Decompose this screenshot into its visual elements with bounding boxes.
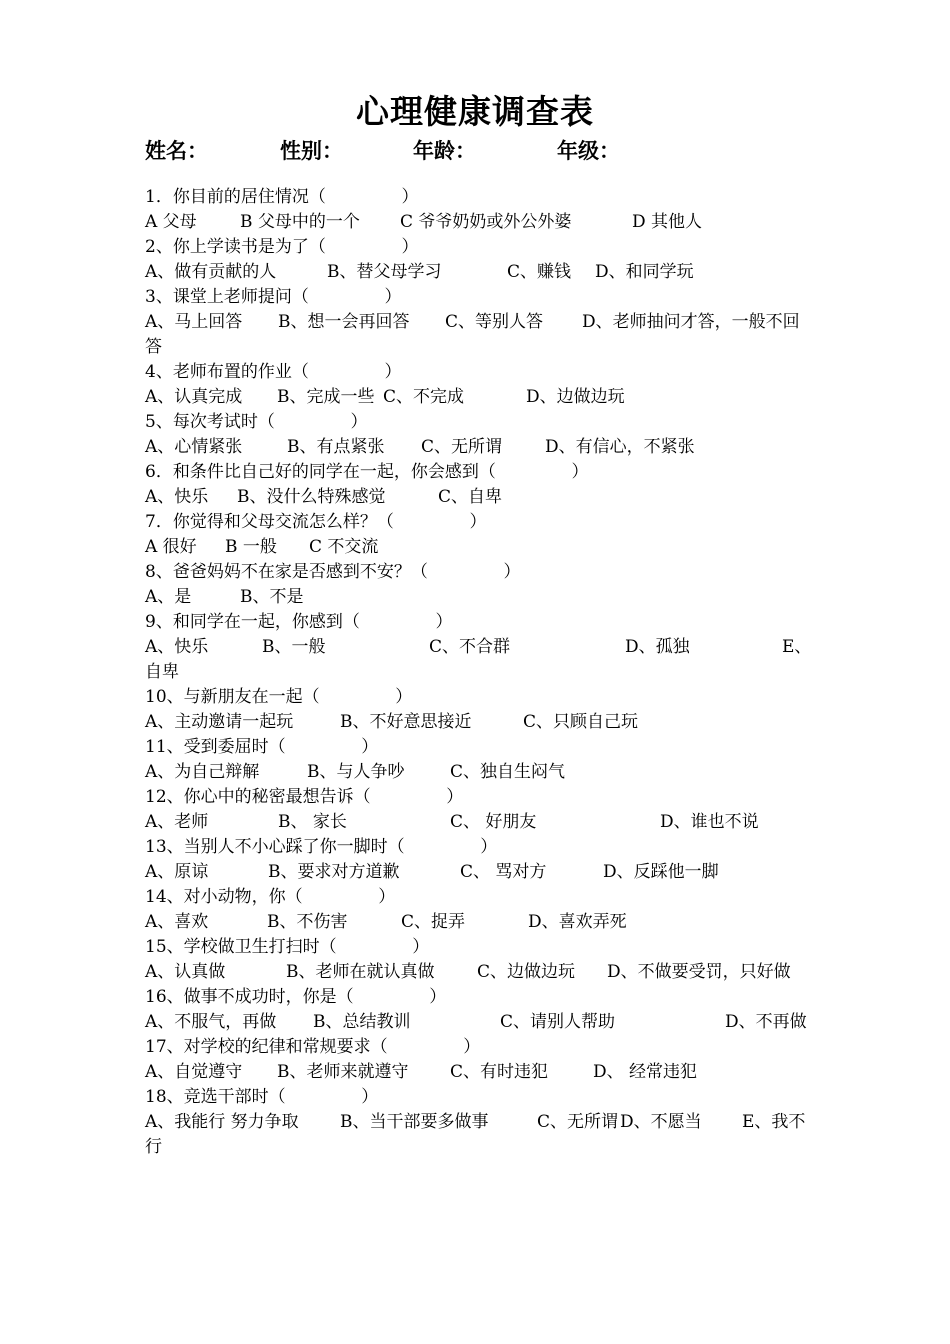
answer-option[interactable]: B、一般 [262, 637, 326, 657]
answer-option[interactable]: B、老师在就认真做 [286, 962, 435, 982]
answer-option[interactable]: C、无所谓 [537, 1112, 619, 1132]
answer-option[interactable]: A、心情紧张 [145, 437, 243, 457]
options-row [145, 260, 810, 285]
answer-option[interactable]: C、 好朋友 [450, 812, 537, 832]
options-row [145, 760, 810, 785]
options-row [145, 910, 810, 935]
answer-option[interactable]: C、自卑 [438, 487, 503, 507]
gender-label: 性别： [280, 138, 343, 163]
answer-option[interactable]: B、 家长 [278, 812, 347, 832]
answer-option[interactable]: B、不好意思接近 [340, 712, 472, 732]
answer-option[interactable]: E、 [782, 637, 812, 657]
question-text: 8、爸爸妈妈不在家是否感到不安？（ ） [145, 562, 521, 582]
question-text: 12、你心中的秘密最想告诉（ ） [145, 787, 464, 807]
options-row [145, 310, 810, 335]
answer-option[interactable]: E、我不 [742, 1112, 806, 1132]
options-row [145, 585, 810, 610]
answer-option[interactable]: A、做有贡献的人 [145, 262, 277, 282]
page-title: 心理健康调查表 [356, 92, 594, 131]
answer-option[interactable]: A、老师 [145, 812, 209, 832]
answer-option[interactable]: A、自觉遵守 [145, 1062, 243, 1082]
answer-option[interactable]: C、等别人答 [445, 312, 544, 332]
option-continuation: 答 [145, 337, 162, 357]
answer-option[interactable]: A、喜欢 [145, 912, 209, 932]
question-text: 5、每次考试时（ ） [145, 412, 368, 432]
answer-option[interactable]: C、只顾自己玩 [523, 712, 639, 732]
answer-option[interactable]: B、不伤害 [267, 912, 348, 932]
answer-option[interactable]: C、赚钱 [507, 262, 572, 282]
question-text: 4、老师布置的作业（ ） [145, 362, 402, 382]
answer-option[interactable]: D、边做边玩 [526, 387, 625, 407]
answer-option[interactable]: A、不服气，再做 [145, 1012, 277, 1032]
answer-option[interactable]: B、与人争吵 [307, 762, 405, 782]
answer-option[interactable]: A、快乐 [145, 637, 209, 657]
options-row [145, 385, 810, 410]
answer-option[interactable]: A、为自己辩解 [145, 762, 260, 782]
answer-option[interactable]: C、 骂对方 [460, 862, 547, 882]
question-text: 11、受到委屈时（ ） [145, 737, 379, 757]
option-continuation: 自卑 [145, 662, 179, 682]
options-row [145, 810, 810, 835]
question-text: 10、与新朋友在一起（ ） [145, 687, 413, 707]
question-text: 2、你上学读书是为了（ ） [145, 237, 419, 257]
answer-option[interactable]: A、快乐 [145, 487, 209, 507]
answer-option[interactable]: B 一般 [225, 537, 277, 557]
answer-option[interactable]: D、谁也不说 [660, 812, 759, 832]
answer-option[interactable]: C 爷爷奶奶或外公外婆 [400, 212, 572, 232]
answer-option[interactable]: A、认真完成 [145, 387, 243, 407]
answer-option[interactable]: D、 经常违犯 [593, 1062, 698, 1082]
answer-option[interactable]: D、和同学玩 [595, 262, 694, 282]
answer-option[interactable]: D、有信心，不紧张 [545, 437, 695, 457]
question-text: 18、竞选干部时（ ） [145, 1087, 379, 1107]
answer-option[interactable]: B 父母中的一个 [240, 212, 360, 232]
options-row [145, 535, 810, 560]
answer-option[interactable]: B、有点紧张 [287, 437, 385, 457]
answer-option[interactable]: A 很好 [145, 537, 197, 557]
options-row [145, 435, 810, 460]
answer-option[interactable]: B、不是 [240, 587, 304, 607]
options-row [145, 635, 810, 660]
answer-option[interactable]: D、喜欢弄死 [528, 912, 627, 932]
question-text: 15、学校做卫生打扫时（ ） [145, 937, 430, 957]
answer-option[interactable]: D、反踩他一脚 [603, 862, 719, 882]
options-row [145, 1060, 810, 1085]
option-continuation: 行 [145, 1137, 162, 1157]
options-row [145, 1010, 810, 1035]
question-text: 1．你目前的居住情况（ ） [145, 187, 419, 207]
answer-option[interactable]: A 父母 [145, 212, 197, 232]
question-text: 6．和条件比自己好的同学在一起，你会感到（ ） [145, 462, 589, 482]
answer-option[interactable]: A、我能行 努力争取 [145, 1112, 299, 1132]
answer-option[interactable]: B、老师来就遵守 [277, 1062, 409, 1082]
answer-option[interactable]: C、不合群 [429, 637, 511, 657]
question-text: 16、做事不成功时，你是（ ） [145, 987, 447, 1007]
answer-option[interactable]: B、总结教训 [313, 1012, 411, 1032]
answer-option[interactable]: B、替父母学习 [327, 262, 442, 282]
options-row [145, 1110, 810, 1135]
answer-option[interactable]: C、有时违犯 [450, 1062, 549, 1082]
question-text: 7．你觉得和父母交流怎么样？（ ） [145, 512, 487, 532]
options-row [145, 485, 810, 510]
answer-option[interactable]: A、认真做 [145, 962, 226, 982]
question-text: 13、当别人不小心踩了你一脚时（ ） [145, 837, 498, 857]
answer-option[interactable]: D、不愿当 [620, 1112, 702, 1132]
options-row [145, 960, 810, 985]
question-text: 3、课堂上老师提问（ ） [145, 287, 402, 307]
answer-option[interactable]: B、完成一些 [277, 387, 375, 407]
answer-option[interactable]: C、无所谓 [421, 437, 503, 457]
answer-option[interactable]: B、当干部要多做事 [340, 1112, 489, 1132]
options-row [145, 860, 810, 885]
student-info-row [145, 136, 825, 166]
answer-option[interactable]: A、马上回答 [145, 312, 243, 332]
answer-option[interactable]: C 不交流 [309, 537, 379, 557]
answer-option[interactable]: D、不做要受罚，只好做 [607, 962, 791, 982]
answer-option[interactable]: D、不再做 [725, 1012, 807, 1032]
options-row [145, 710, 810, 735]
answer-option[interactable]: A、主动邀请一起玩 [145, 712, 294, 732]
question-text: 14、对小动物，你（ ） [145, 887, 396, 907]
answer-option[interactable]: D、孤独 [625, 637, 690, 657]
answer-option[interactable]: A、是 [145, 587, 192, 607]
answer-option[interactable]: B、想一会再回答 [278, 312, 410, 332]
question-list [145, 185, 810, 1160]
question-text: 9、和同学在一起，你感到（ ） [145, 612, 453, 632]
answer-option[interactable]: C、捉弄 [401, 912, 466, 932]
age-label: 年龄： [413, 138, 476, 163]
options-row [145, 210, 810, 235]
answer-option[interactable]: D、老师抽问才答，一般不回 [582, 312, 800, 332]
answer-option[interactable]: D 其他人 [632, 212, 703, 232]
grade-label: 年级： [557, 138, 620, 163]
answer-option[interactable]: B、要求对方道歉 [268, 862, 400, 882]
name-label: 姓名： [145, 138, 208, 163]
answer-option[interactable]: C、边做边玩 [477, 962, 576, 982]
answer-option[interactable]: C、不完成 [383, 387, 465, 407]
answer-option[interactable]: A、原谅 [145, 862, 209, 882]
answer-option[interactable]: B、没什么特殊感觉 [237, 487, 386, 507]
question-text: 17、对学校的纪律和常规要求（ ） [145, 1037, 481, 1057]
answer-option[interactable]: C、请别人帮助 [500, 1012, 616, 1032]
answer-option[interactable]: C、独自生闷气 [450, 762, 566, 782]
